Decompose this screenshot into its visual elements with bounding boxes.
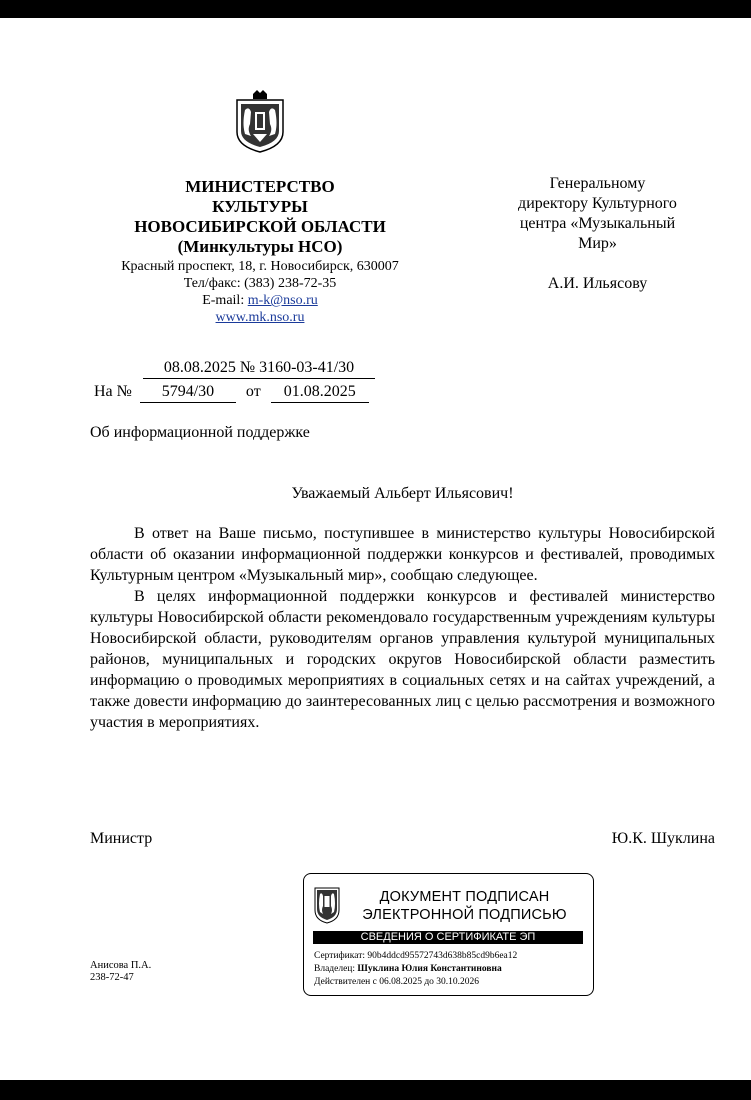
stamp-title-line1: ДОКУМЕНТ ПОДПИСАН: [379, 889, 550, 905]
incoming-number: 5794/30: [140, 382, 236, 403]
ministry-contacts: [95, 258, 425, 326]
incoming-reference-row: [94, 382, 369, 403]
owner-row: [314, 963, 589, 976]
certificate-info-bar: СВЕДЕНИЯ О СЕРТИФИКАТЕ ЭП: [313, 931, 583, 944]
certificate-number: 90b4ddcd95572743d638b85cd9b6ea12: [367, 951, 518, 961]
from-label: от: [245, 383, 261, 400]
ministry-address: Красный проспект, 18, г. Новосибирск, 630007: [121, 259, 399, 274]
owner-label: Владелец:: [314, 964, 358, 974]
recipient-line4: Мир»: [578, 235, 617, 252]
ministry-phone: Тел/факс: (383) 238-72-35: [183, 276, 337, 291]
certificate-row: [314, 950, 589, 963]
letter-greeting: Уважаемый Альберт Ильясович!: [291, 485, 514, 502]
website-link[interactable]: www.mk.nso.ru: [215, 310, 305, 325]
recipient-line2: директору Культурного: [518, 195, 677, 212]
outgoing-reference: 08.08.2025 № 3160-03-41/30: [143, 358, 375, 379]
letter-body: [90, 523, 715, 733]
body-paragraph: В ответ на Ваше письмо, поступившее в министерство культуры Новосибирской области об оказании информационной поддержки конкурсов и фестивалей, проводимых Культурным центром «Музыкальный мир», сообщаю следующее.: [90, 525, 715, 584]
signer-name: Ю.К. Шуклина: [611, 830, 715, 847]
letter-subject: Об информационной поддержке: [90, 424, 310, 441]
electronic-signature-stamp: [303, 873, 594, 996]
recipient-block: [490, 174, 705, 254]
ministry-short-name: (Минкультуры НСО): [177, 237, 343, 256]
coat-of-arms-icon: [233, 90, 287, 154]
certificate-validity: Действителен с 06.08.2025 до 30.10.2026: [314, 977, 480, 987]
email-link[interactable]: m-k@nso.ru: [247, 293, 318, 308]
body-paragraph: В целях информационной поддержки конкурсов и фестивалей министерство культуры Новосибирской области рекомендовало государственным учреждениям культуры Новосибирской области, руководителям органов управления культурой муниципальных районов, муниципальных и городских округов Новосибирской области разместить информацию о проводимых мероприятиях в социальных сетях и на сайтах учреждений, а также довести информацию до заинтересованных лиц с целью рассмотрения и возможного участия в мероприятиях.: [90, 588, 715, 731]
ministry-header: [100, 177, 420, 257]
ministry-email-row: [95, 292, 425, 309]
incoming-label: На №: [94, 383, 132, 400]
recipient-line1: Генеральному: [549, 175, 646, 192]
recipient-line3: центра «Музыкальный: [519, 215, 676, 232]
incoming-date: 01.08.2025: [271, 382, 369, 403]
certificate-label: Сертификат:: [314, 951, 368, 961]
certificate-details: [314, 950, 589, 989]
recipient-name: А.И. Ильясову: [547, 275, 648, 292]
document-page: [0, 18, 751, 1080]
stamp-title-line2: ЭЛЕКТРОННОЙ ПОДПИСЬЮ: [362, 907, 567, 923]
stamp-coat-of-arms-icon: [314, 884, 340, 924]
signer-position: Министр: [90, 830, 153, 847]
executor-phone: 238-72-47: [90, 972, 134, 983]
certificate-owner: Шуклина Юлия Константиновна: [357, 964, 502, 974]
stamp-title: [352, 888, 577, 924]
email-label: E-mail:: [202, 293, 248, 308]
executor-name: Анисова П.А.: [90, 960, 152, 971]
ministry-name-line3: НОВОСИБИРСКОЙ ОБЛАСТИ: [134, 217, 386, 236]
ministry-name-line1: МИНИСТЕРСТВО: [185, 177, 335, 196]
executor-info: [90, 960, 151, 984]
ministry-name-line2: КУЛЬТУРЫ: [212, 197, 308, 216]
outgoing-reference-row: [143, 358, 375, 379]
